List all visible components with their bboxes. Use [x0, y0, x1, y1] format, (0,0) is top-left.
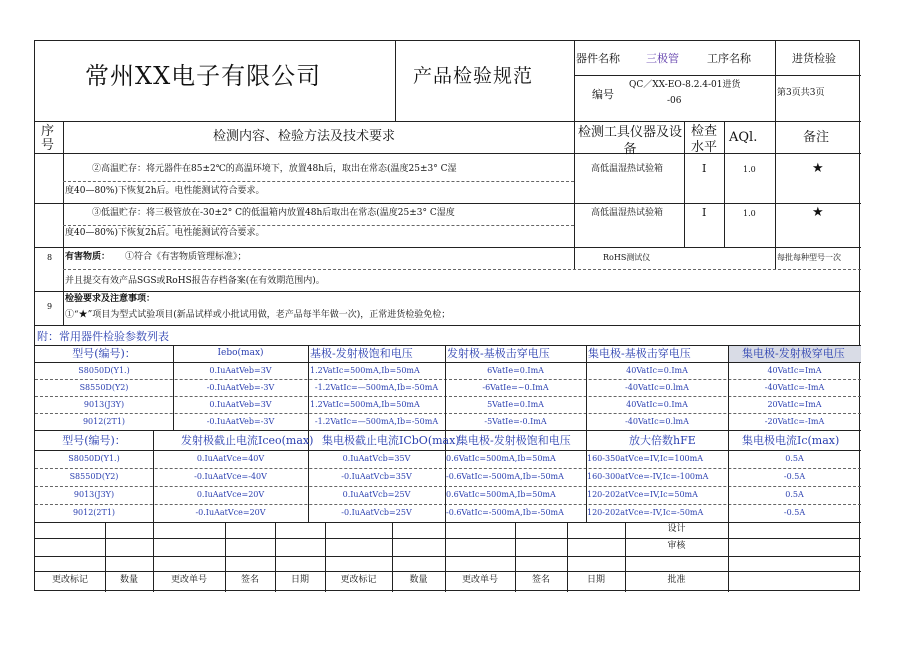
t2-r3-model: 9013(J3Y) [73, 490, 115, 499]
t2-r1-iceo: 0.IuAatVce=40V [196, 454, 265, 463]
t2-r3-vce: 0.6VatIc=500mA,Ib=50mA [446, 490, 556, 499]
approve-label: 批准 [667, 575, 686, 585]
seq-header-line1: 序 [41, 124, 55, 139]
t1-r3-iebo: 0.IuAatVeb=3V [209, 400, 272, 409]
hazard-text: ①符合《有害物质管理标准》； [125, 252, 247, 262]
high-temp-level: I [702, 162, 707, 175]
t2-header-model: 型号(编号)： [62, 434, 126, 447]
t1-r2-vbe: -1.2VatIc=—500mA,Ib=-50mA [314, 383, 439, 392]
t2-header-icbo: 集电极截止电流ICbO(max) [322, 434, 460, 447]
t2-r4-icbo: -0.IuAatVcb=25V [341, 508, 412, 517]
t2-r3-icbo: 0.IuAatVcb=25V [342, 490, 411, 499]
t1-header-veb-breakdown: 发射极-基极击穿电压 [447, 347, 550, 360]
footer-signature-2: 签名 [531, 575, 550, 585]
t1-r2-iebo: -0.IuAatVeb=-3V [206, 383, 275, 392]
footer-date-1: 日期 [290, 575, 309, 585]
t2-header-iceo: 发射极截止电流Iceo(max) [181, 434, 314, 447]
t1-r2-vcb: -40VatIc=0.lmA [625, 383, 689, 392]
t1-r4-vcb: -40VatIc=0.lmA [625, 417, 689, 426]
low-temp-level: I [702, 206, 707, 219]
t1-r1-vcb: 40VatIc=0.ImA [626, 366, 688, 375]
t2-r4-hfe: 120-202atVce=-IV,Ic=-50mA [587, 508, 704, 517]
t2-r1-ic: 0.5A [785, 454, 804, 463]
t2-r4-ic: -0.5A [783, 508, 806, 517]
t2-r2-ic: -0.5A [783, 472, 806, 481]
t2-r2-iceo: -0.IuAatVce=-40V [194, 472, 267, 481]
high-temp-star-icon: ★ [812, 161, 824, 176]
footer-quantity-1: 数量 [119, 575, 138, 585]
t1-header-model: 型号(编号)： [72, 347, 136, 360]
low-temp-storage-text-line2: 度40—80%)下恢复2h后。电性能测试符合要求。 [65, 228, 265, 238]
t1-header-vce-breakdown: 集电极-发射极穿电压 [742, 347, 845, 360]
t2-r4-vce: -0.6VatIc=-500mA,Ib=-50mA [446, 508, 564, 517]
t1-r1-iebo: 0.IuAatVeb=3V [209, 366, 272, 375]
t1-r1-vce: 40VatIc=ImA [767, 366, 822, 375]
t1-r2-veb: -6VatIe=~0.ImA [482, 383, 549, 392]
footer-quantity-2: 数量 [409, 575, 428, 585]
t1-r3-model: 9013(J3Y) [83, 400, 125, 409]
hazard-remark: 每批每种型号一次 [777, 253, 841, 262]
low-temp-tool: 高低温湿热试验箱 [591, 208, 664, 218]
t2-r4-model: 9012(2T1) [72, 508, 116, 517]
hazard-label: 有害物质： [65, 252, 111, 262]
t1-r3-vcb: 40VatIc=0.ImA [626, 400, 688, 409]
t2-r3-ic: 0.5A [785, 490, 804, 499]
t1-r1-model: S8050D(Y1.) [78, 366, 130, 375]
t2-r4-iceo: -0.IuAatVce=20V [195, 508, 266, 517]
process-name-label: 工序名称 [707, 52, 751, 65]
hazard-text-line2: 并且提交有效产品SGS或RoHS报告存档备案(在有效期范围内)。 [65, 276, 325, 286]
remark-header: 备注 [803, 130, 830, 145]
level-header: 检查水平 [690, 124, 717, 155]
t1-header-vcb-breakdown: 集电极-基极击穿电压 [588, 347, 691, 360]
document-code-label: 编号 [592, 88, 614, 101]
t1-r2-vce: -40VatIc=-ImA [764, 383, 825, 392]
tools-header: 检测工具仪器及设备 [577, 125, 682, 157]
footer-change-mark-2: 更改标记 [340, 575, 377, 585]
high-temp-storage-text-line1: ②高温贮存：将元器件在85±2℃的高温环境下，放置48h后，取出在常态(温度25±3° C湿 [92, 164, 457, 174]
high-temp-aql: 1.0 [743, 165, 756, 174]
t2-header-hfe: 放大倍数hFE [629, 434, 696, 447]
t1-r4-vbe: -1.2VatIc=—500mA,Ib=-50mA [314, 417, 439, 426]
t2-r3-hfe: 120-202atVce=IV,Ic=50mA [587, 490, 698, 499]
high-temp-storage-text-line2: 度40—80%)下恢复2h后。电性能测试符合要求。 [65, 186, 265, 196]
t2-header-vce-sat: 集电极-发射极饱和电压 [457, 434, 571, 447]
document-title: 产品检验规范 [413, 65, 534, 87]
t2-r2-hfe: 160-300atVce=-IV,Ic=-100mA [587, 472, 709, 481]
seq-9: 9 [47, 302, 53, 311]
high-temp-tool: 高低温湿热试验箱 [591, 164, 664, 174]
footer-date-2: 日期 [586, 575, 605, 585]
t1-r3-vbe: 1.2VatIc=500mA,Ib=50mA [310, 400, 420, 409]
t1-r4-vce: -20VatIc=-ImA [764, 417, 825, 426]
t1-r3-veb: 5VatIe=0.ImA [487, 400, 544, 409]
footer-change-no-2: 更改单号 [461, 575, 498, 585]
process-name-value: 进货检验 [792, 52, 836, 65]
low-temp-star-icon: ★ [812, 205, 824, 220]
t1-r1-vbe: 1.2VatIc=500mA,Ib=50mA [310, 366, 420, 375]
t1-r4-iebo: -0.IuAatVeb=-3V [206, 417, 275, 426]
low-temp-storage-text-line1: ③低温贮存：将三极管放在-30±2° C的低温箱内放置48h后取出在常态(温度25±3° C湿度 [92, 208, 455, 218]
t1-r4-model: 9012(2T1) [82, 417, 126, 426]
footer-change-no-1: 更改单号 [170, 575, 207, 585]
low-temp-aql: 1.0 [743, 209, 756, 218]
t1-r2-model: S8550D(Y2) [79, 383, 129, 392]
content-header: 检测内容、检验方法及技术要求 [213, 129, 396, 144]
hazard-tool: RoHS测试仪 [603, 253, 651, 262]
part-name-value: 三极管 [646, 52, 679, 65]
t1-r3-vce: 20VatIc=ImA [767, 400, 822, 409]
page-info: 第3页共3页 [777, 88, 825, 98]
t2-r1-icbo: 0.IuAatVcb=35V [342, 454, 411, 463]
document-code-value-line2: -06 [667, 96, 682, 106]
seq-8: 8 [47, 253, 53, 262]
inspection-spec-sheet [34, 40, 860, 591]
design-label: 设计 [667, 524, 686, 534]
t2-r1-vce: 0.6VatIc=500mA,Ib=50mA [446, 454, 556, 463]
t2-r1-hfe: 160-350atVce=IV,Ic=100mA [587, 454, 703, 463]
seq-header-line2: 号 [41, 138, 55, 153]
aql-header: AQl. [729, 130, 758, 145]
t2-r1-model: S8050D(Y1.) [68, 454, 120, 463]
part-name-label: 器件名称 [576, 52, 620, 65]
company-name: 常州XX电子有限公司 [85, 62, 322, 90]
requirements-text: ①“★”项目为型式试验项目(新品试样或小批试用做，老产品每半年做一次)，正常进货检验免检； [65, 310, 451, 320]
requirements-label: 检验要求及注意事项： [65, 294, 156, 304]
t2-r2-vce: -0.6VatIc=-500mA,Ib=-50mA [446, 472, 564, 481]
t2-r3-iceo: 0.IuAatVce=20V [196, 490, 265, 499]
t1-r4-veb: -5VatIe=-0.ImA [484, 417, 547, 426]
t1-header-vbe-sat: 基极-发射极饱和电压 [310, 347, 413, 360]
t2-r2-icbo: -0.IuAatVcb=35V [341, 472, 412, 481]
t1-r1-veb: 6VatIe=0.ImA [487, 366, 544, 375]
t2-header-ic-max: 集电极电流Ic(max) [742, 434, 840, 447]
document-code-value-line1: QC／XX-EO-8.2.4-01进货 [629, 80, 741, 90]
review-label: 审核 [667, 541, 686, 551]
t1-header-iebo: Iebo(max) [217, 348, 264, 358]
t2-r2-model: S8550D(Y2) [69, 472, 119, 481]
footer-change-mark-1: 更改标记 [51, 575, 88, 585]
appendix-title: 附：常用器件检验参数列表 [37, 330, 169, 343]
footer-signature-1: 签名 [240, 575, 259, 585]
